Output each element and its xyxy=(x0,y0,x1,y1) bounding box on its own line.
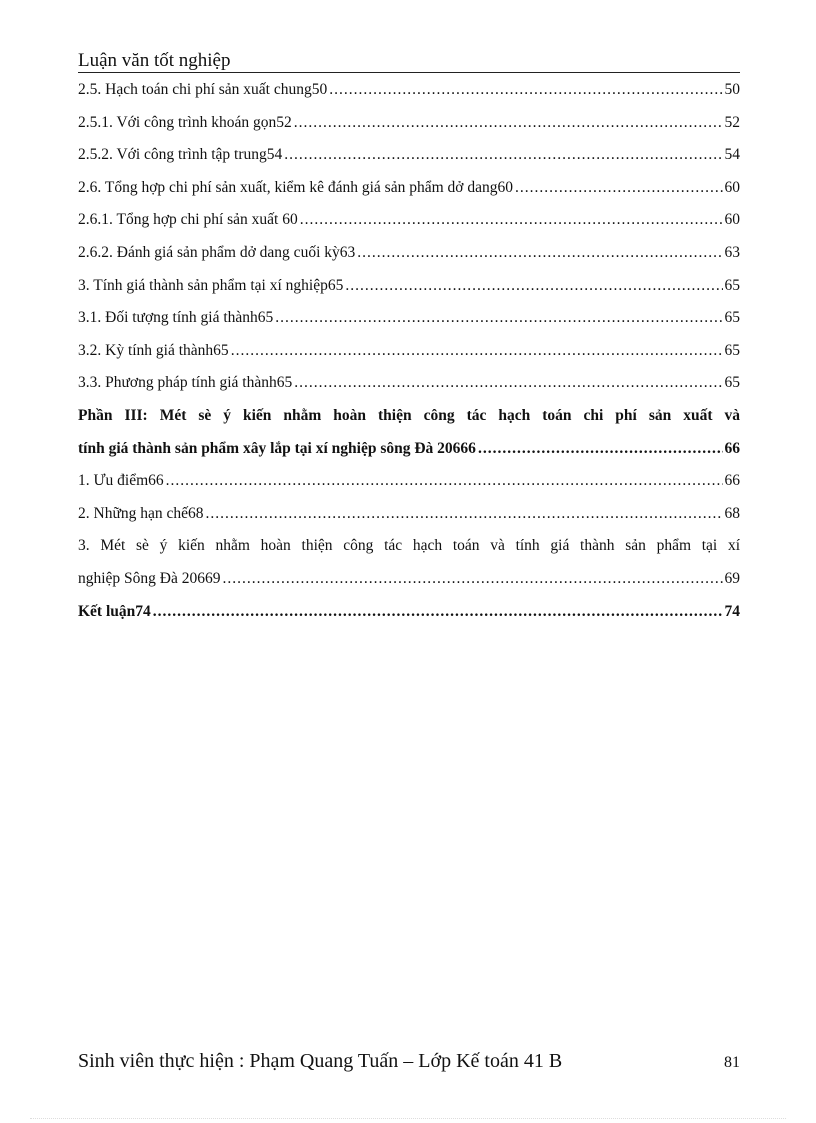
toc-entry-text: Phần III: Mét sè ý kiến nhằm hoàn thiện công tác hạch toán chi phí sản xuất và xyxy=(78,406,740,424)
toc-page: 65 xyxy=(724,341,740,359)
toc-entry-3-1[interactable] xyxy=(78,302,740,335)
toc-entry-text: 2.6. Tổng hợp chi phí sản xuất, kiểm kê đánh giá sản phẩm dở dang60 xyxy=(78,178,513,196)
toc-page: 66 xyxy=(724,439,740,457)
toc-entry-text: 2. Những hạn chế68 xyxy=(78,504,204,522)
toc-entry-ket-luan[interactable] xyxy=(78,596,740,629)
footer-page-number: 81 xyxy=(724,1054,740,1071)
toc-leader xyxy=(275,302,722,335)
toc-page: 65 xyxy=(724,374,740,392)
toc-entry-2-5[interactable] xyxy=(78,74,740,107)
toc-entry-y-kien[interactable] xyxy=(78,563,740,596)
toc-entry-part-3-line1[interactable] xyxy=(78,400,740,433)
toc-leader xyxy=(300,204,723,237)
toc-page: 74 xyxy=(724,602,740,620)
toc-leader xyxy=(223,563,723,596)
toc-entry-2-6-2[interactable] xyxy=(78,237,740,270)
toc-leader xyxy=(294,107,723,140)
toc-entry-text: tính giá thành sản phẩm xây lắp tại xí nghiệp sông Đà 20666 xyxy=(78,439,476,457)
toc-entry-y-kien-line1[interactable] xyxy=(78,530,740,563)
toc-entry-2-6[interactable] xyxy=(78,172,740,205)
toc-entry-text: 1. Ưu điểm66 xyxy=(78,472,164,490)
table-of-contents xyxy=(78,74,740,628)
document-footer xyxy=(78,1050,740,1073)
toc-entry-text: 3. Mét sè ý kiến nhằm hoàn thiện công tác hạch toán và tính giá thành sản phẩm tại xí xyxy=(78,537,740,555)
header-title: Luận văn tốt nghiệp xyxy=(78,50,231,71)
toc-entry-text: 2.6.2. Đánh giá sản phẩm dở dang cuối kỳ63 xyxy=(78,243,356,261)
toc-leader xyxy=(284,139,722,172)
toc-leader xyxy=(478,433,723,466)
toc-entry-text: 3.2. Kỳ tính giá thành65 xyxy=(78,341,229,359)
page-edge-divider xyxy=(30,1118,786,1119)
toc-page: 52 xyxy=(724,113,740,131)
toc-page: 65 xyxy=(724,309,740,327)
toc-entry-2-5-2[interactable] xyxy=(78,139,740,172)
toc-page: 65 xyxy=(724,276,740,294)
toc-entry-text: 3. Tính giá thành sản phẩm tại xí nghiệp65 xyxy=(78,276,344,294)
toc-leader xyxy=(357,237,722,270)
toc-page: 68 xyxy=(724,504,740,522)
toc-page: 60 xyxy=(724,211,740,229)
toc-entry-text: 2.6.1. Tổng hợp chi phí sản xuất 60 xyxy=(78,211,298,229)
toc-leader xyxy=(231,335,723,368)
toc-leader xyxy=(345,270,722,303)
document-header xyxy=(78,50,740,73)
toc-page: 54 xyxy=(724,146,740,164)
toc-leader xyxy=(329,74,722,107)
toc-leader xyxy=(294,367,722,400)
toc-leader xyxy=(515,172,723,205)
toc-entry-text: Kết luận74 xyxy=(78,602,151,620)
footer-author: Sinh viên thực hiện : Phạm Quang Tuấn – Lớp Kế toán 41 B xyxy=(78,1050,563,1072)
toc-entry-2-6-1[interactable] xyxy=(78,204,740,237)
toc-page: 66 xyxy=(724,472,740,490)
toc-entry-text: nghiệp Sông Đà 20669 xyxy=(78,569,221,587)
toc-entry-han-che[interactable] xyxy=(78,498,740,531)
toc-entry-text: 2.5.2. Với công trình tập trung54 xyxy=(78,146,283,164)
toc-entry-text: 2.5. Hạch toán chi phí sản xuất chung50 xyxy=(78,81,328,98)
toc-page: 63 xyxy=(724,243,740,261)
toc-page: 60 xyxy=(724,178,740,196)
toc-page: 69 xyxy=(724,569,740,587)
toc-leader xyxy=(166,465,723,498)
toc-entry-part-3[interactable] xyxy=(78,433,740,466)
toc-entry-3-3[interactable] xyxy=(78,367,740,400)
toc-entry-3-2[interactable] xyxy=(78,335,740,368)
toc-entry-text: 3.1. Đối tượng tính giá thành65 xyxy=(78,309,274,327)
toc-entry-3[interactable] xyxy=(78,270,740,303)
toc-page: 50 xyxy=(724,81,740,98)
toc-entry-uu-diem[interactable] xyxy=(78,465,740,498)
toc-leader xyxy=(153,596,723,629)
toc-entry-2-5-1[interactable] xyxy=(78,107,740,140)
toc-entry-text: 2.5.1. Với công trình khoán gọn52 xyxy=(78,113,292,131)
toc-entry-text: 3.3. Phương pháp tính giá thành65 xyxy=(78,374,293,392)
toc-leader xyxy=(205,498,722,531)
